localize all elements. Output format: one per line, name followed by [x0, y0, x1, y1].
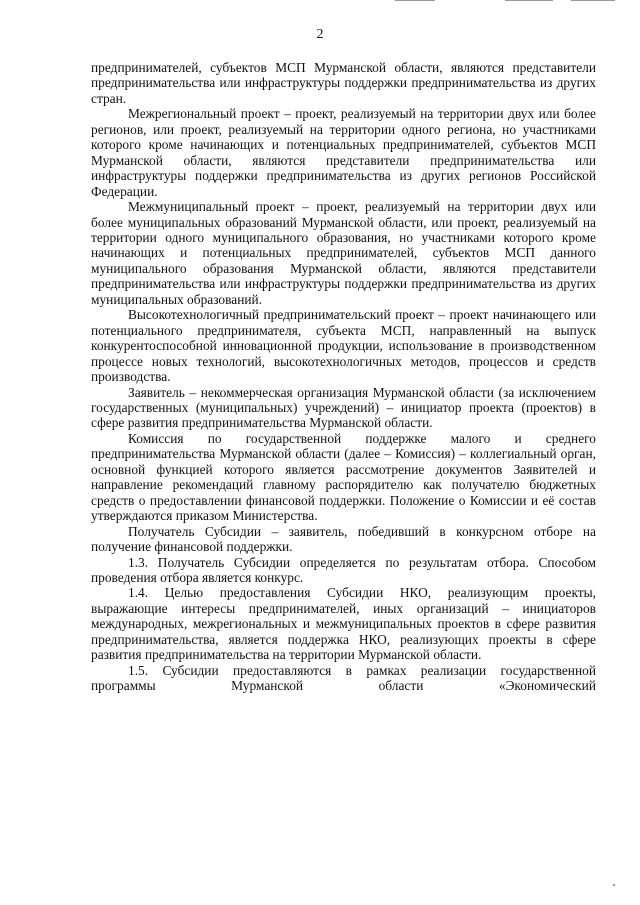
scan-speck — [613, 884, 615, 886]
paragraph-applicant: Заявитель – некоммерческая организация Мурманской области (за исключением государственных (муниципальных) учреждений) – инициатор проекта (проектов) в сфере развития предпринимательства Мурманской области. — [91, 384, 596, 431]
paragraph-intermunicipal-project: Межмуниципальный проект – проект, реализуемый на территории двух или более муниципальных образований Мурманской области, или проект, реализуемый на территории одного муниципального образования, но участниками которого кроме начинающих и потенциальных предпринимателей, субъектов МСП данного муниципального образования Мурманской области, являются представители предпринимательства или инфраструктуры поддержки предпринимательства из других муниципальных образований. — [91, 199, 596, 307]
page-number: 2 — [316, 27, 324, 42]
paragraph-subsidy-recipient: Получатель Субсидии – заявитель, победивший в конкурсном отборе на получение финансовой поддержки. — [91, 523, 596, 555]
paragraph-section-1-3: 1.3. Получатель Субсидии определяется по результатам отбора. Способом проведения отбора является конкурс. — [91, 554, 596, 585]
paragraph-continuation: предпринимателей, субъектов МСП Мурманской области, являются представители предпринимательства или инфраструктуры поддержки предпринимательства из других стран. — [91, 60, 596, 106]
paragraph-high-tech-project: Высокотехнологичный предпринимательский проект – проект начинающего или потенциального предпринимателя, субъекта МСП, направленный на выпуск конкурентоспособной инновационной продукции, использование в производственном процессе новых технологий, высокотехнологичных методов, процессов и средств производства. — [91, 307, 596, 385]
paragraph-section-1-4: 1.4. Целью предоставления Субсидии НКО, реализующим проекты, выражающие интересы предпринимателей, иных организаций – инициаторов международных, межрегиональных и межмуниципальных проектов в сфере развития предпринимательства, является поддержка НКО, реализующих проекты в сфере развития предпринимательства на территории Мурманской области. — [91, 585, 596, 663]
paragraph-commission: Комиссия по государственной поддержке малого и среднего предпринимательства Мурманской области (далее – Комиссия) – коллегиальный орган, основной функцией которого является рассмотрение документов Заявителей и направление рекомендаций главному распорядителю как получателю бюджетных средств о предоставлении финансовой поддержки. Положение о Комиссии и её состав утверждаются приказом Министерства. — [91, 430, 596, 524]
document-body — [91, 60, 596, 694]
paragraph-interregional-project: Межрегиональный проект – проект, реализуемый на территории двух или более регионов, или проект, реализуемый на территории одного региона, но участниками которого кроме начинающих и потенциальных предпринимателей, субъектов МСП Мурманской области, являются представители предпринимательства или инфраструктуры поддержки предпринимательства из других регионов Российской Федерации. — [91, 106, 596, 199]
paragraph-section-1-5: 1.5. Субсидии предоставляются в рамках реализации государственной программы Мурманской области «Экономический — [91, 662, 596, 694]
